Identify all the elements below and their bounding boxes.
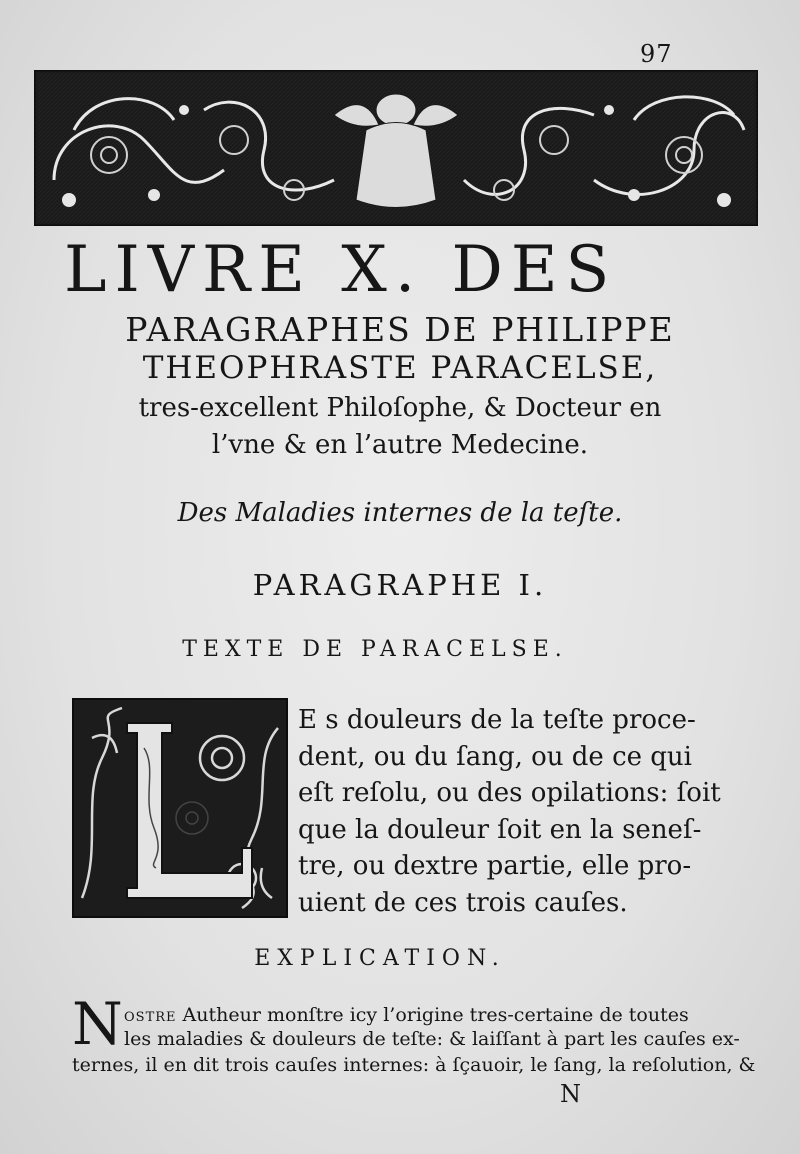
explication-heading: EXPLICATION. — [254, 946, 506, 971]
explication-line-1-rest: Autheur monſtre icy l’origine tres-certaine de toutes — [176, 1004, 689, 1026]
text-line: dent, ou du ſang, ou de ce qui — [298, 741, 692, 772]
catchword: N — [560, 1080, 581, 1108]
book-title-line-2: PARAGRAPHES DE PHILIPPE — [125, 310, 675, 349]
text-line: eſt reſolu, ou des opilations: ſoit — [298, 778, 721, 808]
text-line: tre, ou dextre partie, elle pro- — [298, 851, 692, 881]
section-subtitle: Des Maladies internes de la teſte. — [177, 498, 623, 528]
text-line: que la douleur ſoit en la seneſ- — [298, 814, 702, 845]
page-number: 97 — [640, 40, 673, 68]
book-title-line-3: THEOPHRASTE PARACELSE, — [142, 350, 658, 386]
explication-line-2: les maladies & douleurs de teſte: & laiſſant à part les cauſes ex- — [124, 1028, 740, 1050]
decorated-initial-L-icon — [72, 698, 288, 918]
explication-first-word: ostre — [124, 1004, 177, 1026]
book-title-line-4: tres-excellent Philoſophe, & Docteur en — [138, 393, 662, 423]
text-line: uient de ces trois cauſes. — [298, 887, 628, 918]
ornamental-headpiece-icon — [34, 70, 758, 226]
book-title-main: LIVRE X. DES — [64, 233, 618, 307]
paracelsus-text — [298, 702, 721, 921]
book-title-line-5: l’vne & en l’autre Medecine. — [211, 430, 589, 460]
explication-line-1 — [124, 1004, 689, 1026]
explication-line-3: ternes, il en dit trois cauſes internes: à ſçauoir, le ſang, la reſolution, & — [72, 1054, 756, 1076]
texte-heading: TEXTE DE PARACELSE. — [182, 637, 568, 662]
paragraph-heading: PARAGRAPHE I. — [252, 568, 548, 602]
drop-capital-N: N — [72, 990, 123, 1058]
text-line: E s douleurs de la teſte proce- — [298, 705, 696, 735]
